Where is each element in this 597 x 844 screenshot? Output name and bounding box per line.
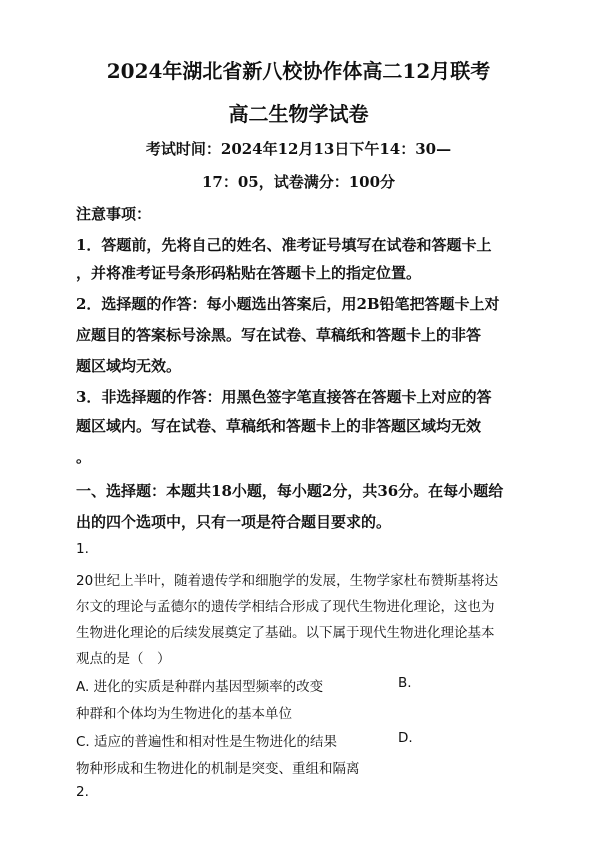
notes-heading: 注意事项： — [76, 205, 152, 223]
question-1-option-d-label: D. — [398, 730, 413, 746]
note-3-line3: 。 — [76, 448, 92, 466]
note-1-line1: 1．答题前，先将自己的姓名、准考证号填写在试卷和答题卡上 — [76, 236, 492, 254]
note-2-line3: 题区域均无效。 — [76, 357, 182, 375]
note-3-line2: 题区域内。写在试卷、草稿纸和答题卡上的非答题区域均无效 — [76, 417, 482, 435]
note-2-line2: 应题目的答案标号涂黑。写在试卷、草稿纸和答题卡上的非答 — [76, 326, 482, 344]
exam-time-line1: 考试时间：2024年12月13日下午14：30— — [145, 140, 452, 158]
question-2-number: 2. — [76, 784, 89, 800]
note-3-line1: 3．非选择题的作答：用黑色签字笔直接答在答题卡上对应的答 — [76, 388, 492, 406]
question-1-number: 1. — [76, 541, 89, 557]
question-1-stem-line3: 生物进化理论的后续发展奠定了基础。以下属于现代生物进化理论基本 — [76, 625, 495, 641]
exam-time-line2: 17：05，试卷满分：100分 — [201, 173, 396, 191]
note-2-line1: 2．选择题的作答：每小题选出答案后，用2B铅笔把答题卡上对 — [76, 295, 500, 313]
question-1-option-b-text: 种群和个体均为生物进化的基本单位 — [76, 706, 292, 722]
question-1-option-b-label: B. — [398, 675, 412, 691]
note-1-line2: ，并将准考证号条形码粘贴在答题卡上的指定位置。 — [76, 264, 422, 282]
question-1-option-a: A. 进化的实质是种群内基因型频率的改变 — [76, 679, 324, 695]
question-1-stem-line1: 20世纪上半叶，随着遗传学和细胞学的发展，生物学家杜布赞斯基将达 — [76, 573, 499, 589]
question-1-stem-line2: 尔文的理论与孟德尔的遗传学相结合形成了现代生物进化理论，这也为 — [76, 599, 495, 615]
exam-subtitle: 高二生物学试卷 — [228, 102, 369, 126]
question-1-option-c: C. 适应的普遍性和相对性是生物进化的结果 — [76, 734, 338, 750]
section-1-instructions-line1: 一、选择题：本题共18小题，每小题2分，共36分。在每小题给 — [76, 482, 504, 500]
exam-title: 2024年湖北省新八校协作体高二12月联考 — [106, 59, 491, 83]
section-1-instructions-line2: 出的四个选项中，只有一项是符合题目要求的。 — [76, 513, 392, 531]
question-1-stem-line4: 观点的是（ ） — [76, 651, 171, 667]
question-1-option-d-text: 物种形成和生物进化的机制是突变、重组和隔离 — [76, 761, 360, 777]
